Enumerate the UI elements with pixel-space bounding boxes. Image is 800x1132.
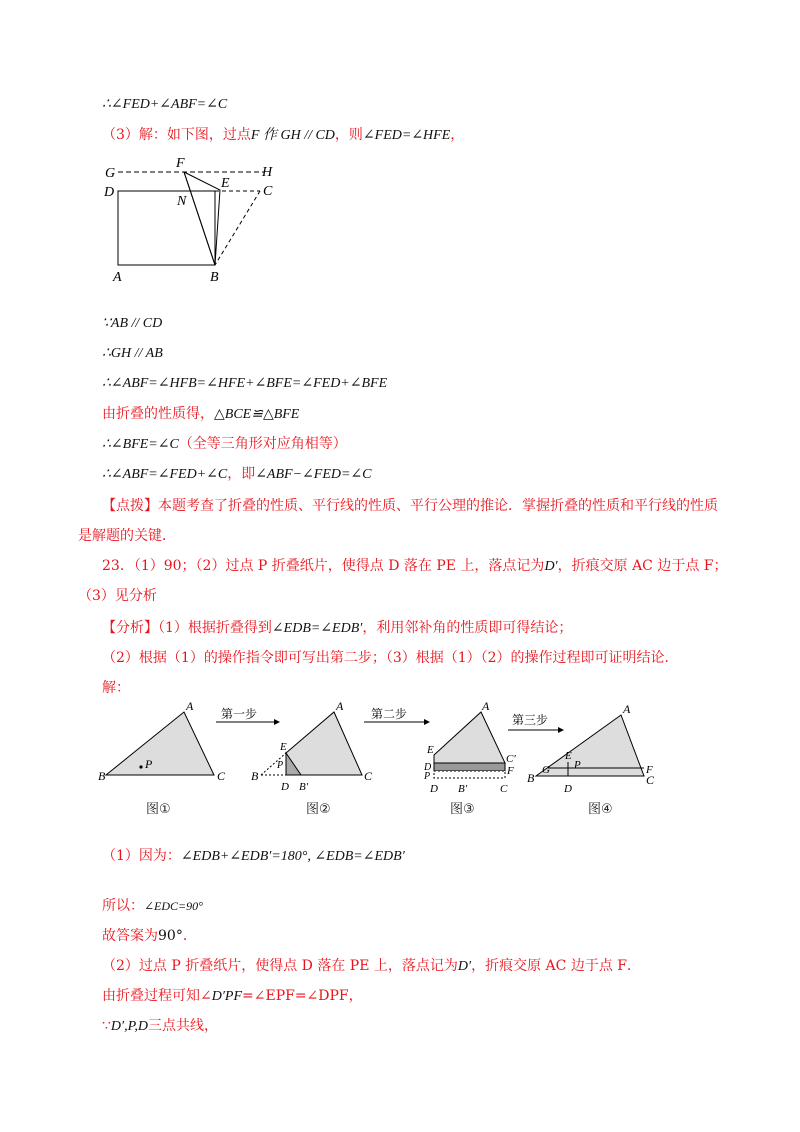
text-red: ，利用邻补角的性质即可得结论； <box>362 620 573 636</box>
line-therefore-parallel: ∴GH // AB <box>102 346 163 361</box>
caption-fig2: 图② <box>306 802 331 817</box>
line-analysis-2: （2）根据（1）的操作指令即可写出第二步；（3）根据（1）（2）的操作过程即可证明结论． <box>102 650 679 666</box>
svg-text:B: B <box>251 769 259 783</box>
geometry-figure-fold <box>100 150 290 290</box>
math: D′,P,D <box>110 1019 148 1034</box>
svg-text:C: C <box>364 769 373 783</box>
math: △BCE≌△BFE <box>214 407 300 422</box>
label-E: E <box>221 176 230 191</box>
math: ∠EDB=∠EDB′ <box>271 621 363 636</box>
text-red: 23．（1）90；（2）过点 P 折叠纸片，使得点 D 落在 PE 上，落点记为 <box>102 558 545 574</box>
line-q23-answer <box>102 556 728 577</box>
svg-text:E: E <box>427 744 434 756</box>
svg-text:C′: C′ <box>506 753 516 765</box>
math: D′ <box>457 959 472 974</box>
line-part2-angles <box>102 986 363 1007</box>
line-part1-answer <box>102 926 197 946</box>
step-2-label: 第二步 <box>371 707 408 721</box>
line-tip: 【点拨】本题考查了折叠的性质、平行线的性质、平行公理的推论．掌握折叠的性质和平行线的性质 <box>102 498 718 514</box>
line-because-parallel: ∵AB // CD <box>102 316 163 331</box>
line-tip-cont: 是解题的关键． <box>78 528 176 544</box>
line-q23-part3: （3）见分析 <box>78 588 157 604</box>
text-red: ， <box>450 127 465 143</box>
svg-text:B′: B′ <box>299 781 309 793</box>
svg-text:A: A <box>623 702 631 716</box>
text-red: 由折叠的性质得， <box>102 406 214 422</box>
svg-text:C: C <box>646 773 655 787</box>
line-analysis <box>102 618 572 639</box>
text-red: ，即 <box>227 466 256 482</box>
line-angle-equal <box>102 434 347 455</box>
svg-text:A: A <box>186 700 194 713</box>
line-fold-congruent <box>102 404 299 425</box>
line-conclusion-1: ∴∠FED+∠ABF=∠C <box>102 97 228 112</box>
svg-text:P: P <box>145 757 153 771</box>
svg-text:E: E <box>280 741 287 753</box>
text-red: （3）解：如下图，过点 <box>102 127 251 143</box>
line-part1-so <box>102 896 203 916</box>
label-F: F <box>176 156 185 171</box>
svg-text:F: F <box>507 765 514 777</box>
svg-text:E: E <box>565 750 572 762</box>
text-red: 三点共线， <box>147 1018 218 1034</box>
svg-text:D: D <box>281 781 289 793</box>
text-red: 【分析】（1）根据折叠得到 <box>102 620 272 636</box>
svg-text:C: C <box>500 783 508 795</box>
text-red: 所以： <box>102 898 144 914</box>
math: F 作 GH // CD <box>250 128 335 143</box>
label-A: A <box>113 270 122 285</box>
line-part2-collinear <box>102 1016 218 1037</box>
math: ∴∠BFE=∠C <box>102 437 179 452</box>
label-N: N <box>177 194 187 209</box>
svg-text:D: D <box>424 762 432 773</box>
svg-text:D: D <box>564 783 572 795</box>
label-C: C <box>263 184 273 199</box>
text-red: ． <box>182 928 197 944</box>
svg-text:P: P <box>574 759 581 771</box>
caption-fig4: 图④ <box>588 802 613 817</box>
math: ∠EDC=90° <box>144 899 203 913</box>
text-red: ，则 <box>334 127 363 143</box>
svg-text:D: D <box>430 783 438 795</box>
svg-text:A: A <box>482 700 490 713</box>
svg-text:P: P <box>424 771 431 782</box>
svg-text:G: G <box>542 764 550 776</box>
text-red: 故答案为 <box>102 928 158 944</box>
line-part3-solution <box>102 125 464 146</box>
text-red: ，折痕交原 AC 边于点 F； <box>557 558 728 574</box>
svg-text:B: B <box>98 769 106 783</box>
text-red: ∵ <box>102 1018 111 1034</box>
svg-text:F: F <box>646 764 653 776</box>
caption-fig1: 图① <box>146 802 171 817</box>
line-part1-because <box>102 846 405 867</box>
step-3-label: 第三步 <box>512 713 549 727</box>
text-red: （2）过点 P 折叠纸片，使得点 D 落在 PE 上，落点记为 <box>102 958 458 974</box>
text-red: =∠EPF=∠DPF， <box>242 988 363 1004</box>
text-red: 由折叠过程可知∠ <box>102 988 212 1004</box>
text-red: （1）因为： <box>102 848 181 864</box>
svg-text:B: B <box>527 771 535 785</box>
math: 90° <box>158 928 183 944</box>
svg-text:A: A <box>336 700 344 713</box>
label-B: B <box>210 270 219 285</box>
label-H: H <box>262 165 273 180</box>
line-part2-step <box>102 956 641 977</box>
math: D′ <box>544 559 558 574</box>
line-solution-label: 解： <box>102 680 130 696</box>
line-final-conclusion <box>102 464 372 485</box>
math: ∠FED=∠HFE <box>362 128 451 143</box>
svg-text:C: C <box>217 769 226 783</box>
line-angle-chain: ∴∠ABF=∠HFB=∠HFE+∠BFE=∠FED+∠BFE <box>102 376 388 391</box>
svg-text:B′: B′ <box>458 783 468 795</box>
text-red: ，折痕交原 AC 边于点 F． <box>471 958 641 974</box>
math: ∴∠ABF=∠FED+∠C <box>102 467 228 482</box>
caption-fig3: 图③ <box>450 802 475 817</box>
math: ∠ABF−∠FED=∠C <box>255 467 372 482</box>
text-red: （全等三角形对应角相等） <box>178 436 347 452</box>
label-G: G <box>105 166 116 181</box>
svg-text:P: P <box>277 760 284 771</box>
math: ∠EDB+∠EDB′=180°, ∠EDB=∠EDB′ <box>180 849 405 864</box>
label-D: D <box>104 185 115 200</box>
math: D′PF <box>211 989 243 1004</box>
step-1-label: 第一步 <box>221 707 258 721</box>
